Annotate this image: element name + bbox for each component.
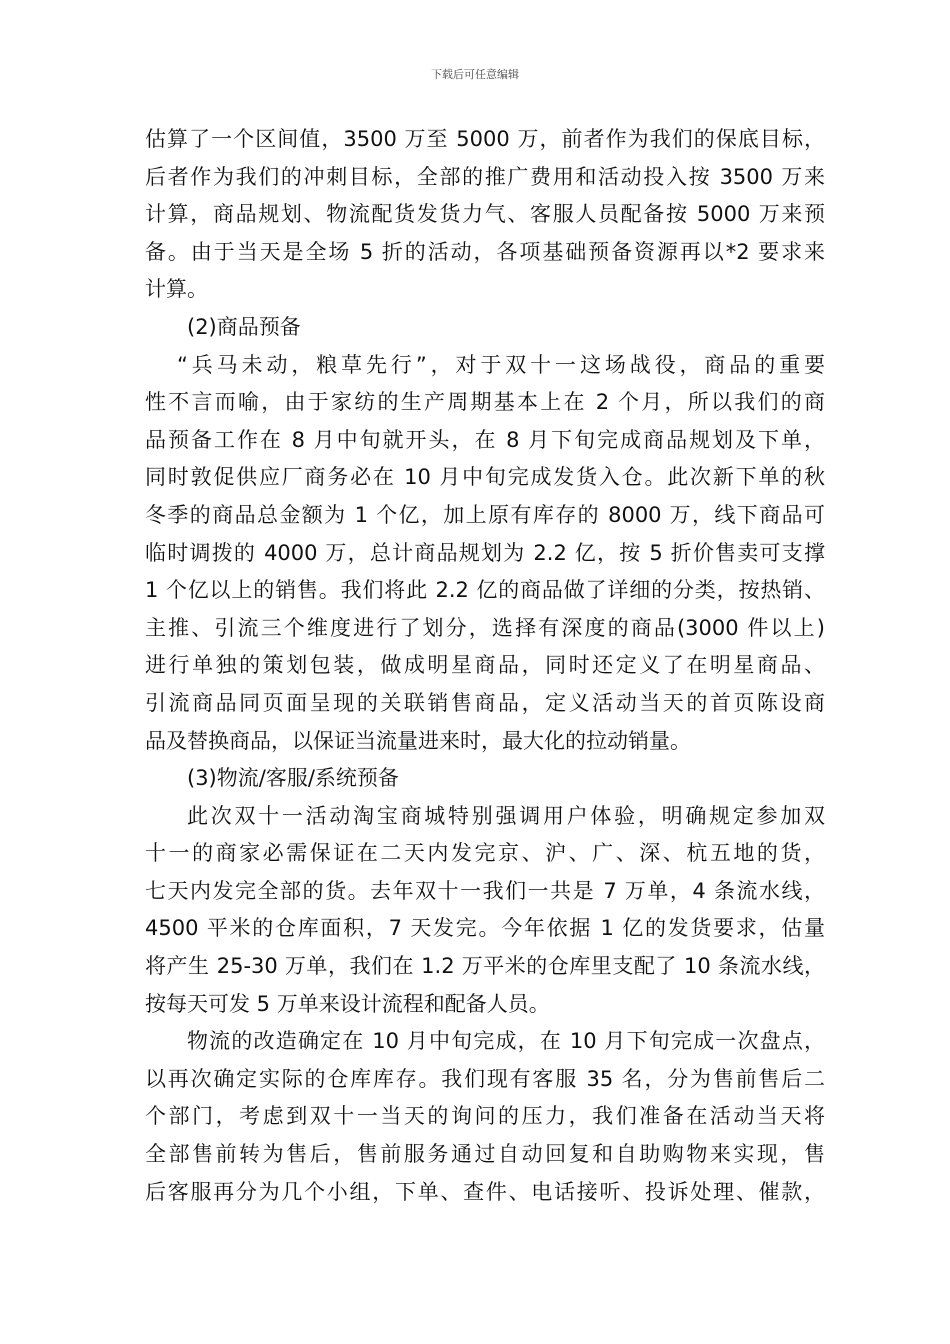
paragraph-line: 进行单独的策划包装，做成明星商品，同时还定义了在明星商品、 — [145, 653, 825, 678]
paragraph-line: 后客服再分为几个小组，下单、查件、电话接听、投诉处理、催款， — [145, 1179, 825, 1204]
paragraph-line: 4500 平米的仓库面积，7 天发完。今年依据 1 亿的发货要求，估量 — [145, 916, 825, 941]
section-heading: (3)物流/客服/系统预备 — [187, 766, 399, 791]
paragraph-line: 此次双十一活动淘宝商城特别强调用户体验，明确规定参加双 — [187, 803, 825, 828]
paragraph-line: 冬季的商品总金额为 1 个亿，加上原有库存的 8000 万，线下商品可 — [145, 502, 825, 527]
paragraph-line: 十一的商家必需保证在二天内发完京、沪、广、深、杭五地的货， — [145, 841, 825, 866]
paragraph-line: 全部售前转为售后，售前服务通过自动回复和自助购物来实现，售 — [145, 1142, 825, 1167]
page-header-note: 下载后可任意编辑 — [431, 68, 519, 81]
paragraph-line: 引流商品同页面呈现的关联销售商品，定义活动当天的首页陈设商 — [145, 690, 825, 715]
paragraph-line: 估算了一个区间值，3500 万至 5000 万，前者作为我们的保底目标， — [145, 127, 825, 151]
paragraph-line: “兵马未动，粮草先行”，对于双十一这场战役，商品的重要 — [177, 352, 825, 377]
paragraph-line: 将产生 25-30 万单，我们在 1.2 万平米的仓库里支配了 10 条流水线， — [145, 954, 825, 979]
paragraph-line: 同时敦促供应厂商务必在 10 月中旬完成发货入仓。此次新下单的秋 — [145, 465, 825, 490]
paragraph-line: 七天内发完全部的货。去年双十一我们一共是 7 万单，4 条流水线， — [145, 878, 825, 903]
section-heading: (2)商品预备 — [187, 314, 301, 339]
paragraph-line: 1 个亿以上的销售。我们将此 2.2 亿的商品做了详细的分类，按热销、 — [145, 578, 825, 603]
paragraph-line: 物流的改造确定在 10 月中旬完成，在 10 月下旬完成一次盘点， — [187, 1029, 825, 1054]
paragraph-line: 按每天可发 5 万单来设计流程和配备人员。 — [145, 991, 550, 1016]
paragraph-line: 计算。 — [145, 277, 208, 302]
paragraph-line: 性不言而喻，由于家纺的生产周期基本上在 2 个月，所以我们的商 — [145, 390, 825, 415]
paragraph-line: 主推、引流三个维度进行了划分，选择有深度的商品(3000 件以上) — [145, 615, 825, 640]
paragraph-line: 品预备工作在 8 月中旬就开头，在 8 月下旬完成商品规划及下单， — [145, 427, 825, 452]
paragraph-line: 个部门，考虑到双十一当天的询问的压力，我们准备在活动当天将 — [145, 1104, 825, 1129]
paragraph-line: 品及替换商品，以保证当流量进来时，最大化的拉动销量。 — [145, 728, 691, 753]
paragraph-line: 计算，商品规划、物流配货发货力气、客服人员配备按 5000 万来预 — [145, 202, 825, 227]
paragraph-line: 备。由于当天是全场 5 折的活动，各项基础预备资源再以*2 要求来 — [145, 239, 825, 264]
paragraph-line: 以再次确定实际的仓库库存。我们现有客服 35 名，分为售前售后二 — [145, 1066, 825, 1091]
paragraph-line: 临时调拨的 4000 万，总计商品规划为 2.2 亿，按 5 折价售卖可支撑 — [145, 540, 825, 565]
paragraph-line: 后者作为我们的冲刺目标，全部的推广费用和活动投入按 3500 万来 — [145, 164, 825, 189]
document-body — [145, 121, 825, 1211]
